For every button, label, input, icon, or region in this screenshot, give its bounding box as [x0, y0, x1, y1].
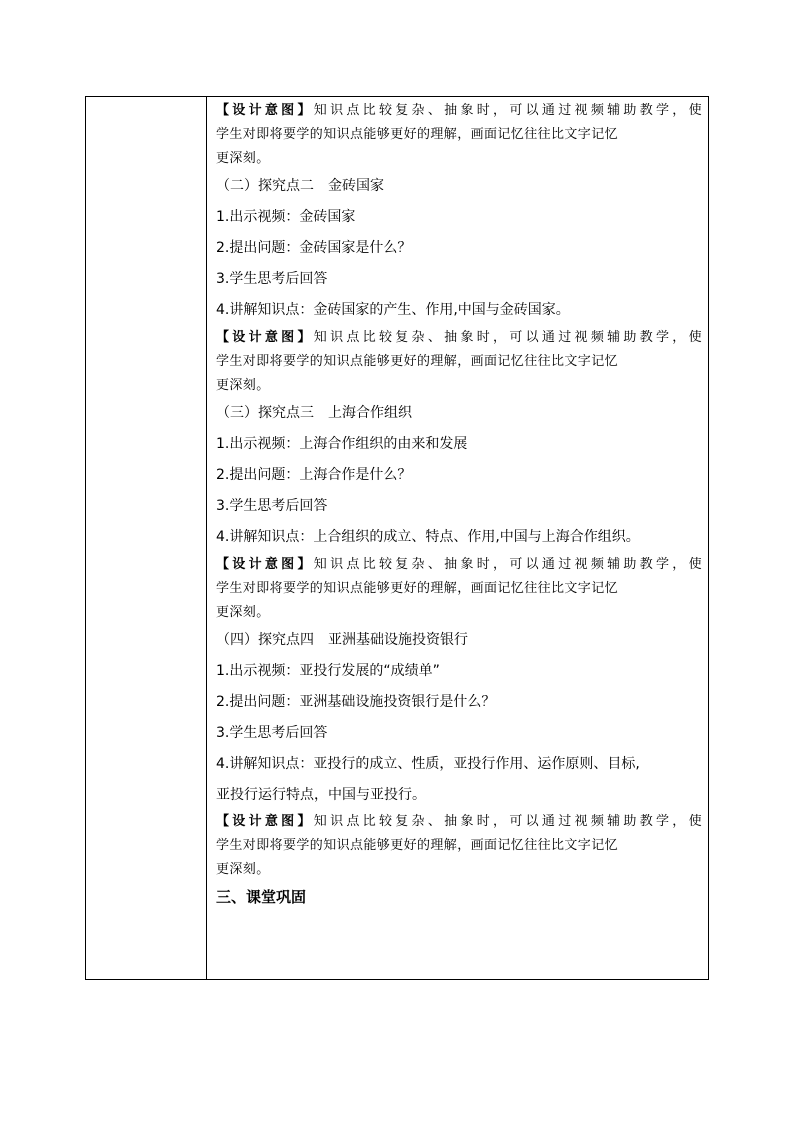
intent-label: 【设计意图】 [216, 814, 314, 829]
intent-line: 【设计意图】知识点比较复杂、抽象时，可以通过视频辅助教学，使 [216, 330, 702, 345]
list-item: 2.提出问题：金砖国家是什么？ [216, 240, 412, 256]
intent-label: 【设计意图】 [216, 557, 314, 572]
design-intent-block [216, 810, 704, 882]
lesson-plan-table [85, 96, 709, 980]
list-item: 2.提出问题：亚洲基础设施投资银行是什么？ [216, 694, 496, 710]
intent-label: 【设计意图】 [216, 330, 314, 345]
list-item: 2.提出问题：上海合作是什么？ [216, 467, 412, 483]
intent-line: 更深刻。 [216, 605, 270, 620]
list-item: 3.学生思考后回答 [216, 725, 328, 741]
list-item: 1.出示视频：上海合作组织的由来和发展 [216, 436, 468, 452]
content-cell [216, 99, 704, 912]
section-explore-4 [216, 625, 704, 810]
intent-line: 学生对即将要学的知识点能够更好的理解，画面记忆往往比文字记忆 [216, 354, 619, 369]
intent-line: 【设计意图】知识点比较复杂、抽象时，可以通过视频辅助教学，使 [216, 103, 702, 118]
final-heading: 三、课堂巩固 [216, 888, 307, 906]
list-item: 4.讲解知识点：上合组织的成立、特点、作用,中国与上海合作组织。 [216, 529, 640, 545]
intent-line: 【设计意图】知识点比较复杂、抽象时，可以通过视频辅助教学，使 [216, 557, 702, 572]
intent-line: 【设计意图】知识点比较复杂、抽象时，可以通过视频辅助教学，使 [216, 814, 702, 829]
section-title: （二）探究点二 金砖国家 [216, 178, 384, 194]
intent-line: 更深刻。 [216, 378, 270, 393]
intent-label: 【设计意图】 [216, 103, 314, 118]
design-intent-block [216, 553, 704, 625]
section-title: （四）探究点四 亚洲基础设施投资银行 [216, 632, 468, 648]
section-title: （三）探究点三 上海合作组织 [216, 405, 412, 421]
left-column-cell [86, 97, 207, 979]
design-intent-block [216, 326, 704, 398]
list-item: 1.出示视频：金砖国家 [216, 209, 356, 225]
list-item: 3.学生思考后回答 [216, 271, 328, 287]
list-item: 4.讲解知识点：亚投行的成立、性质，亚投行作用、运作原则、目标, [216, 756, 640, 772]
list-item: 3.学生思考后回答 [216, 498, 328, 514]
intent-line: 更深刻。 [216, 862, 270, 877]
list-item: 4.讲解知识点：金砖国家的产生、作用,中国与金砖国家。 [216, 302, 570, 318]
list-item: 1.出示视频：亚投行发展的“成绩单” [216, 663, 440, 679]
intent-line: 学生对即将要学的知识点能够更好的理解，画面记忆往往比文字记忆 [216, 838, 619, 853]
section-explore-2 [216, 171, 704, 326]
section-explore-3 [216, 398, 704, 553]
intent-line: 学生对即将要学的知识点能够更好的理解，画面记忆往往比文字记忆 [216, 581, 619, 596]
list-item: 亚投行运行特点，中国与亚投行。 [216, 787, 426, 803]
intent-line: 更深刻。 [216, 151, 270, 166]
design-intent-block [216, 99, 704, 171]
intent-line: 学生对即将要学的知识点能够更好的理解，画面记忆往往比文字记忆 [216, 127, 619, 142]
